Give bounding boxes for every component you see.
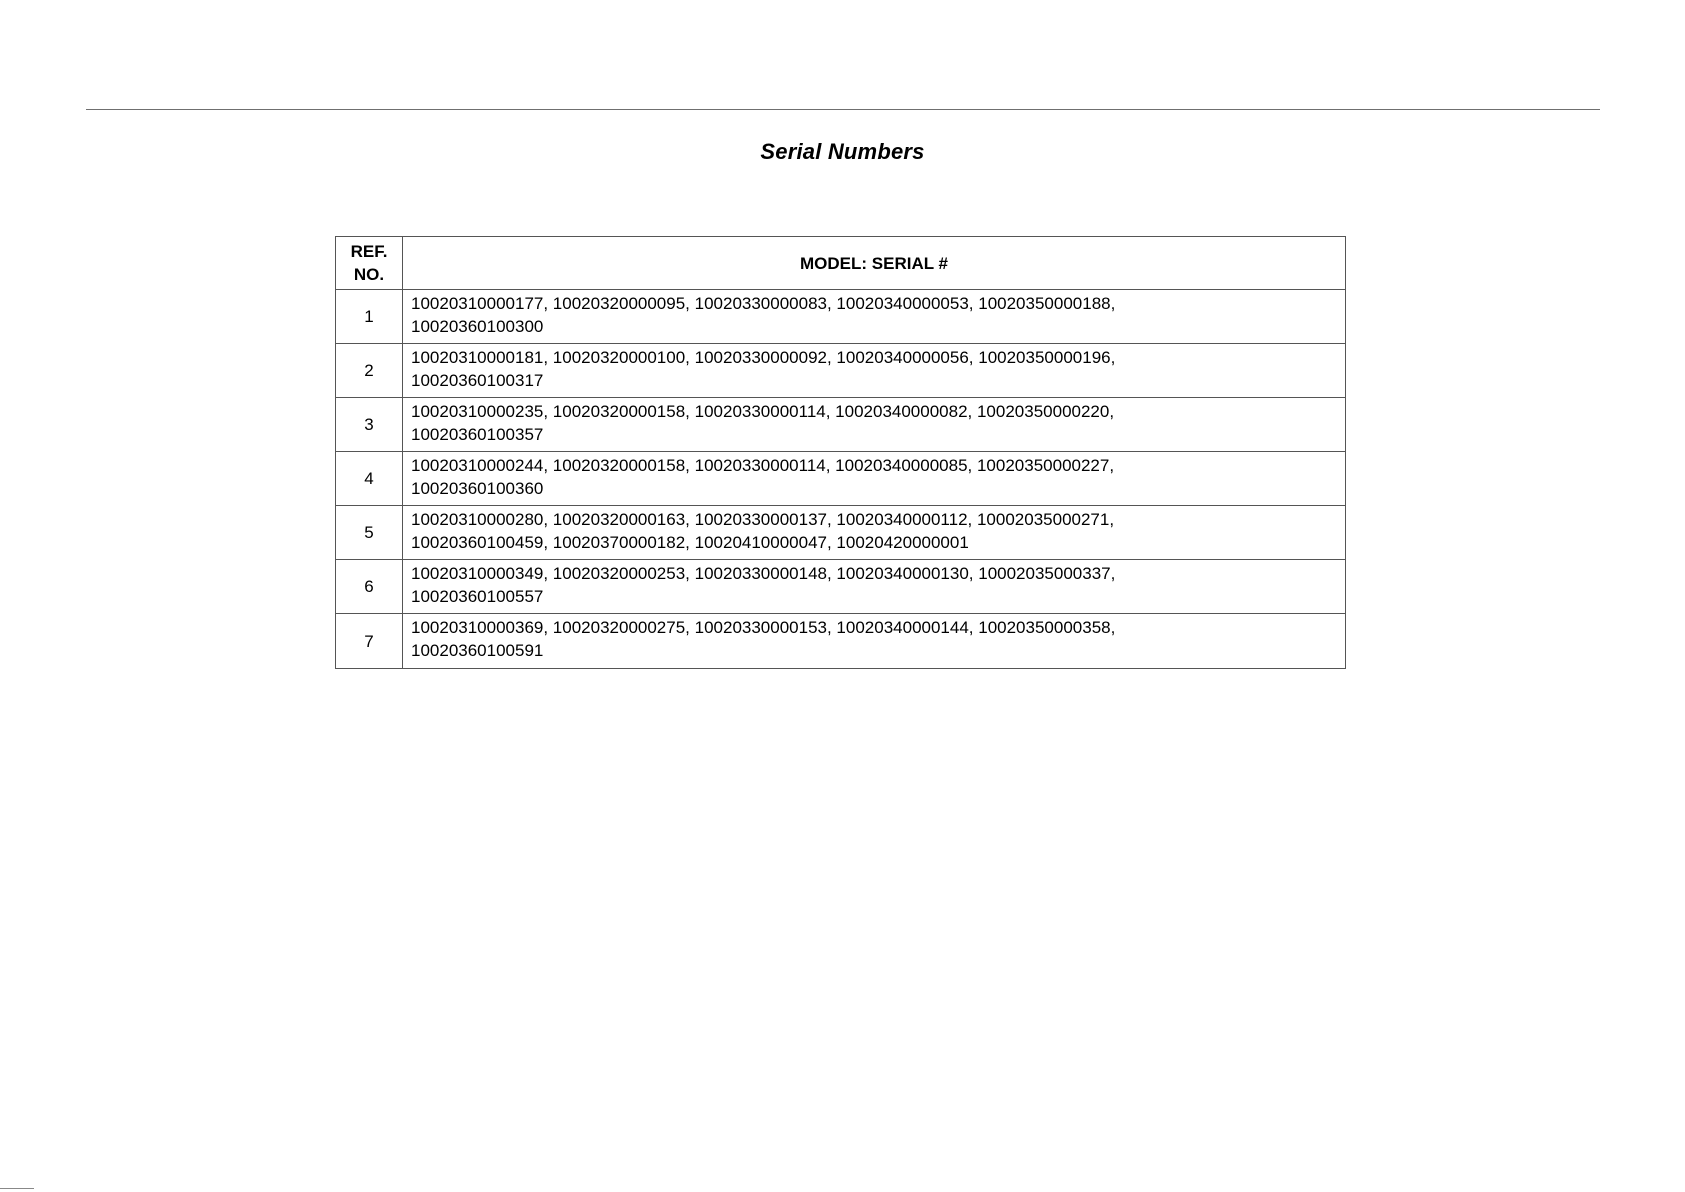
serial-cell xyxy=(403,560,1346,614)
serial-numbers-table xyxy=(335,236,1346,669)
serial-line: 10020360100360 xyxy=(411,479,544,498)
table-row xyxy=(336,290,1346,344)
ref-header-line2: NO. xyxy=(353,265,385,284)
serial-line: 10020360100317 xyxy=(411,371,544,390)
serial-line: 10020310000235, 10020320000158, 10020330000114, 10020340000082, 10020350000220, xyxy=(411,402,1115,421)
serial-cell xyxy=(403,290,1346,344)
serial-cell xyxy=(403,398,1346,452)
serial-cell xyxy=(403,344,1346,398)
header-rule xyxy=(86,109,1600,110)
serial-line: 10020310000280, 10020320000163, 10020330000137, 10020340000112, 10002035000271, xyxy=(411,510,1115,529)
ref-cell: 5 xyxy=(336,506,403,560)
serial-line: 10020360100459, 10020370000182, 10020410000047, 10020420000001 xyxy=(411,533,969,552)
serial-line: 10020310000349, 10020320000253, 10020330000148, 10020340000130, 10002035000337, xyxy=(411,564,1116,583)
table-header-row xyxy=(336,237,1346,290)
ref-cell: 1 xyxy=(336,290,403,344)
table-row xyxy=(336,398,1346,452)
table-row xyxy=(336,506,1346,560)
serial-line: 10020310000369, 10020320000275, 10020330000153, 10020340000144, 10020350000358, xyxy=(411,618,1116,637)
model-serial-header: MODEL: SERIAL # xyxy=(403,237,1346,290)
serial-cell xyxy=(403,452,1346,506)
table-row xyxy=(336,614,1346,669)
ref-header-line1: REF. xyxy=(350,242,388,261)
serial-line: 10020310000244, 10020320000158, 10020330000114, 10020340000085, 10020350000227, xyxy=(411,456,1115,475)
serial-cell xyxy=(403,506,1346,560)
serial-line: 10020360100591 xyxy=(411,641,544,660)
serial-cell xyxy=(403,614,1346,669)
ref-cell: 7 xyxy=(336,614,403,669)
ref-cell: 4 xyxy=(336,452,403,506)
serial-line: 10020360100300 xyxy=(411,317,544,336)
ref-cell: 3 xyxy=(336,398,403,452)
table-row xyxy=(336,452,1346,506)
ref-cell: 6 xyxy=(336,560,403,614)
serial-line: 10020360100557 xyxy=(411,587,544,606)
table-row xyxy=(336,344,1346,398)
table-row xyxy=(336,560,1346,614)
serial-line: 10020310000181, 10020320000100, 10020330000092, 10020340000056, 10020350000196, xyxy=(411,348,1116,367)
ref-no-header xyxy=(336,237,403,290)
serial-line: 10020360100357 xyxy=(411,425,544,444)
serial-line: 10020310000177, 10020320000095, 10020330000083, 10020340000053, 10020350000188, xyxy=(411,294,1116,313)
page-corner-mark xyxy=(0,1188,34,1189)
page-title: Serial Numbers xyxy=(760,139,925,164)
ref-cell: 2 xyxy=(336,344,403,398)
